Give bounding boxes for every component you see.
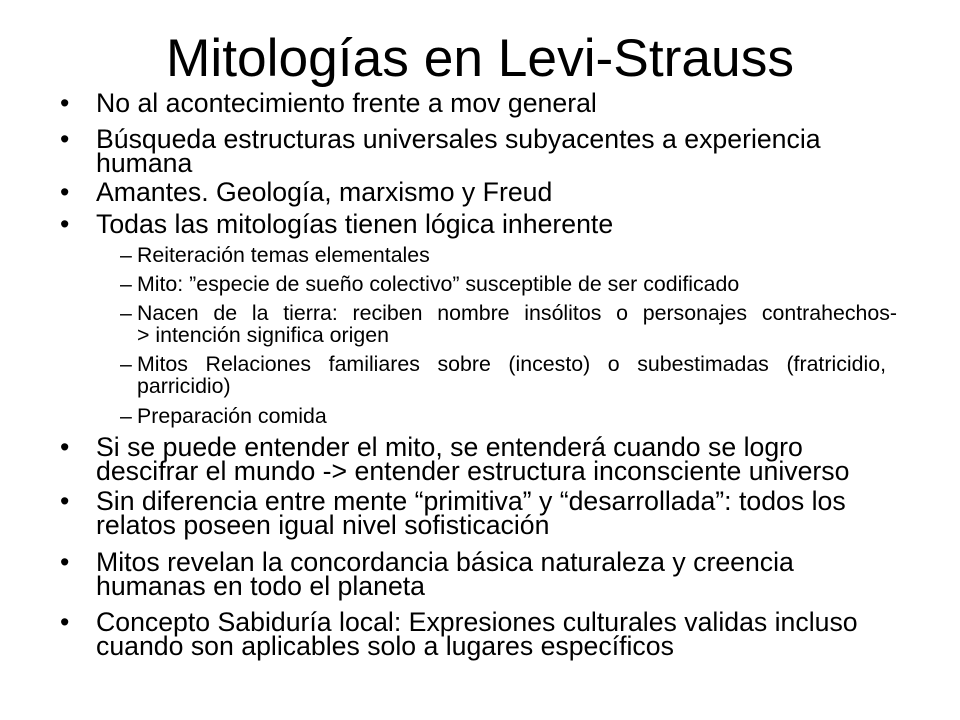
sub-bullet-item xyxy=(0,273,960,295)
sub-bullet-text-line: Mito: ”especie de sueño colectivo” susceptible de ser codificado xyxy=(137,272,740,296)
sub-bullet-marker: – xyxy=(120,272,132,296)
bullet-text xyxy=(96,88,960,118)
bullet-marker: • xyxy=(60,177,70,207)
bullet-text-line: descifrar el mundo -> entender estructura inconsciente universo xyxy=(96,456,850,486)
bullet-text-line: Búsqueda estructuras universales subyacentes a experiencia xyxy=(96,124,821,154)
bullet-text xyxy=(96,486,960,540)
bullet-text xyxy=(96,177,960,207)
sub-bullet-text-line: > intención significa origen xyxy=(137,323,389,347)
bullet-text xyxy=(96,607,960,661)
sub-bullet-marker: – xyxy=(120,404,132,428)
bullet-text-line: humanas en todo el planeta xyxy=(96,571,426,601)
bullet-marker: • xyxy=(60,124,70,154)
bullet-marker: • xyxy=(60,547,70,577)
bullet-text-line: relatos poseen igual nivel sofisticación xyxy=(96,510,550,540)
bullet-text-line: Amantes. Geología, marxismo y Freud xyxy=(96,177,553,207)
bullet-text-line: Si se puede entender el mito, se entenderá cuando se logro xyxy=(96,432,803,462)
sub-bullet-marker: – xyxy=(120,352,132,376)
sub-bullet-text-line: Preparación comida xyxy=(137,404,327,428)
bullet-text-line: No al acontecimiento frente a mov general xyxy=(96,88,597,118)
bullet-item xyxy=(0,607,960,661)
bullet-item xyxy=(0,88,960,118)
bullet-marker: • xyxy=(60,88,70,118)
sub-bullet-text-line: Reiteración temas elementales xyxy=(137,243,430,267)
sub-bullet-text-line: Nacen de la tierra: reciben nombre insólitos o personajes contrahechos- xyxy=(137,301,897,325)
bullet-item xyxy=(0,486,960,540)
bullet-text xyxy=(96,432,960,486)
bullet-text-line: Todas las mitologías tienen lógica inherente xyxy=(96,209,614,239)
bullet-marker: • xyxy=(60,486,70,516)
sub-bullet-marker: – xyxy=(120,243,132,267)
sub-bullet-item xyxy=(0,405,960,427)
sub-bullet-text xyxy=(137,273,960,295)
sub-bullet-item xyxy=(0,353,960,397)
sub-bullet-text xyxy=(137,302,960,346)
bullet-text-line: humana xyxy=(96,148,193,178)
bullet-item xyxy=(0,209,960,239)
sub-bullet-item xyxy=(0,302,960,346)
sub-bullet-text-line: Mitos Relaciones familiares sobre (incesto) o subestimadas (fratricidio, xyxy=(137,352,886,376)
bullet-item xyxy=(0,124,960,178)
sub-bullet-marker: – xyxy=(120,301,132,325)
sub-bullet-item xyxy=(0,244,960,266)
bullet-text xyxy=(96,547,960,601)
bullet-marker: • xyxy=(60,607,70,637)
bullet-text-line: cuando son aplicables solo a lugares específicos xyxy=(96,631,674,661)
bullet-text-line: Concepto Sabiduría local: Expresiones culturales validas incluso xyxy=(96,607,858,637)
bullet-item xyxy=(0,547,960,601)
slide-title: Mitologías en Levi-Strauss xyxy=(165,29,794,88)
bullet-text-line: Mitos revelan la concordancia básica naturaleza y creencia xyxy=(96,547,794,577)
sub-bullet-text xyxy=(137,405,960,427)
sub-bullet-text-line: parricidio) xyxy=(137,374,231,398)
bullet-item xyxy=(0,432,960,486)
bullet-text xyxy=(96,124,960,178)
sub-bullet-text xyxy=(137,244,960,266)
bullet-text xyxy=(96,209,960,239)
bullet-marker: • xyxy=(60,432,70,462)
sub-bullet-text xyxy=(137,353,960,397)
bullet-marker: • xyxy=(60,209,70,239)
bullet-item xyxy=(0,177,960,207)
bullet-text-line: Sin diferencia entre mente “primitiva” y “desarrollada”: todos los xyxy=(96,486,846,516)
